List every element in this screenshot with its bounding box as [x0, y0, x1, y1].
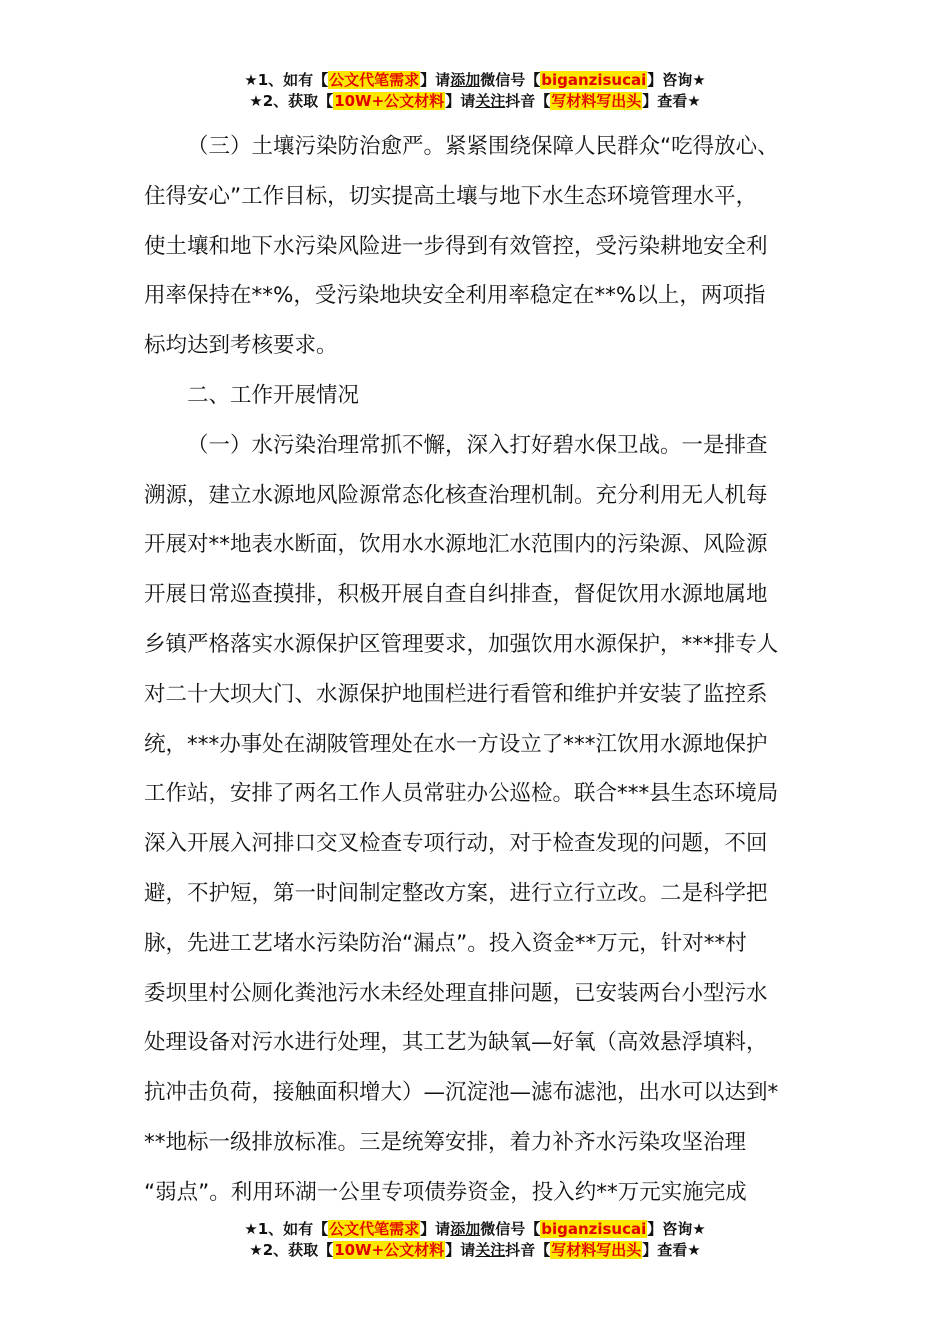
text-line: 处理设备对污水进行处理，其工艺为缺氧—好氧（高效悬浮填料，: [144, 1030, 768, 1056]
promo-line-1: [0, 1219, 950, 1240]
promo-highlight: 写材料写出头: [551, 1241, 642, 1259]
promo-text: 】请: [445, 92, 476, 110]
text-line: 工作站，安排了两名工作人员常驻办公巡检。联合***县生态环境局: [144, 781, 779, 807]
text-line: 对二十大坝大门、水源保护地围栏进行看管和维护并安装了监控系: [144, 681, 768, 707]
promo-text: 抖音【: [505, 1241, 551, 1259]
text-line: 乡镇严格落实水源保护区管理要求，加强饮用水源保护，***排专人: [144, 631, 779, 657]
text-line: 使土壤和地下水污染风险进一步得到有效管控，受污染耕地安全利: [144, 233, 768, 259]
promo-underline: 添加: [450, 1220, 481, 1238]
promo-text: 】咨询★: [647, 71, 706, 89]
text-line: 深入开展入河排口交叉检查专项行动，对于检查发现的问题，不回: [144, 831, 768, 857]
promo-line-2: [0, 91, 950, 112]
promo-text: ★1、如有【: [244, 1220, 329, 1238]
promo-text: 抖音【: [505, 92, 551, 110]
promo-highlight: 10W+公文材料: [334, 1241, 445, 1259]
text-line: 用率保持在**%，受污染地块安全利用率稳定在**%以上，两项指: [144, 283, 766, 309]
document-body: [144, 122, 814, 1218]
text-line: （一）水污染治理常抓不懈，深入打好碧水保卫战。一是排查: [187, 432, 768, 458]
text-line: 避，不护短，第一时间制定整改方案，进行立行立改。二是科学把: [144, 880, 768, 906]
text-line: （三）土壤污染防治愈严。紧紧围绕保障人民群众“吃得放心、: [187, 134, 779, 159]
text-line: 开展日常巡查摸排，积极开展自查自纠排查，督促饮用水源地属地: [144, 582, 768, 608]
promo-text: 】咨询★: [647, 1220, 706, 1238]
promo-underline: 添加: [450, 71, 481, 89]
promo-text: 】请: [420, 71, 451, 89]
promo-highlight: 公文代笔需求: [329, 1220, 420, 1238]
text-line: 标均达到考核要求。: [144, 333, 338, 359]
promo-text: 微信号【: [480, 71, 541, 89]
promo-text: 】查看★: [642, 92, 701, 110]
text-line: “弱点”。利用环湖一公里专项债券资金，投入约**万元实施完成: [144, 1179, 747, 1205]
promo-highlight: 公文代笔需求: [329, 71, 420, 89]
text-line: **地标一级排放标准。三是统筹安排，着力补齐水污染攻坚治理: [144, 1129, 747, 1155]
text-line: 溯源，建立水源地风险源常态化核查治理机制。充分利用无人机每: [144, 482, 768, 508]
promo-highlight: biganzisucai: [541, 1220, 647, 1238]
promo-banner-bottom: [0, 1219, 950, 1261]
promo-text: ★1、如有【: [244, 71, 329, 89]
section-heading: 二、工作开展情况: [187, 382, 360, 408]
promo-underline: 关注: [475, 1241, 506, 1259]
promo-line-1: [0, 70, 950, 91]
text-line: 抗冲击负荷，接触面积增大）—沉淀池—滤布滤池，出水可以达到*: [144, 1080, 779, 1106]
text-line: 住得安心”工作目标，切实提高土壤与地下水生态环境管理水平，: [144, 183, 758, 209]
promo-text: 】查看★: [642, 1241, 701, 1259]
promo-text: 微信号【: [480, 1220, 541, 1238]
text-line: 委坝里村公厕化粪池污水未经处理直排问题，已安装两台小型污水: [144, 980, 768, 1006]
promo-highlight: biganzisucai: [541, 71, 647, 89]
text-line: 统，***办事处在湖陂管理处在水一方设立了***江饮用水源地保护: [144, 731, 768, 757]
promo-highlight: 10W+公文材料: [334, 92, 445, 110]
text-line: 开展对**地表水断面，饮用水水源地汇水范围内的污染源、风险源: [144, 532, 768, 558]
promo-text: 】请: [445, 1241, 476, 1259]
promo-text: ★2、获取【: [249, 92, 334, 110]
promo-underline: 关注: [475, 92, 506, 110]
promo-line-2: [0, 1240, 950, 1261]
promo-highlight: 写材料写出头: [551, 92, 642, 110]
promo-text: ★2、获取【: [249, 1241, 334, 1259]
text-line: 脉，先进工艺堵水污染防治“漏点”。投入资金**万元，针对**村: [144, 930, 747, 956]
promo-banner-top: [0, 70, 950, 112]
promo-text: 】请: [420, 1220, 451, 1238]
